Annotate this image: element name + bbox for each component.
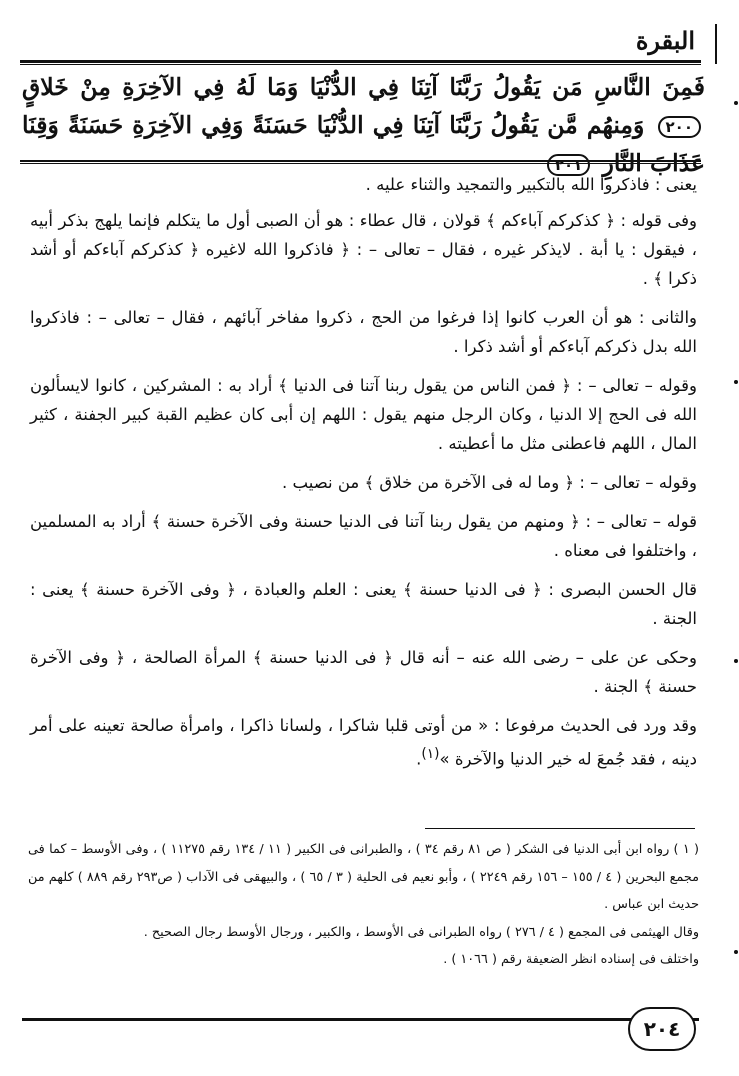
paragraph-end: . xyxy=(416,749,422,769)
header-ornament-bar xyxy=(715,24,717,64)
paragraph: وقوله – تعالى – : ﴿ فمن الناس من يقول ربنا آتنا فى الدنيا ﴾ أراد به : المشركين ، كانوا لايسألون الله فى الحج إلا الدنيا ، وكان الرجل منهم يقول : اللهم إن أبى كان عظيم القبة كبير الجفنة ، كثير المال ، اللهم فاعطنى مثل ما أعطيته . xyxy=(30,376,697,453)
ayah-number-marker: ٢٠١ xyxy=(547,154,590,176)
quran-verse-text-2: وَمِنهُم مَّن يَقُولُ رَبَّنَا آتِنَا فِي الدُّنْيَا حَسَنَةً وَفِي الآخِرَةِ حَسَنَةً وَقِنَا عَذَابَ النَّارِ xyxy=(22,111,705,177)
hadith-text: وقد ورد فى الحديث مرفوعا : « من أوتى قلبا شاكرا ، ولسانا ذاكرا ، وامرأة صالحة تعينه على أمر دينه ، فقد جُمعَ له خير الدنيا والآخرة » xyxy=(30,716,697,769)
ayah-number-marker: ٢٠٠ xyxy=(658,116,701,138)
page-number: ٢٠٤ xyxy=(628,1007,696,1051)
paragraph: يعنى : فاذكروا الله بالتكبير والتمجيد والثناء عليه . xyxy=(365,175,697,194)
paragraph: قوله – تعالى – : ﴿ ومنهم من يقول ربنا آتنا فى الدنيا حسنة وفى الآخرة حسنة ﴾ أراد به المسلمين ، واختلفوا فى معناه . xyxy=(30,512,697,560)
paragraph: وحكى عن على – رضى الله عنه – أنه قال ﴿ فى الدنيا حسنة ﴾ المرأة الصالحة ، ﴿ وفى الآخرة حسنة ﴾ الجنة . xyxy=(30,648,697,696)
header-rule-thin xyxy=(20,64,701,65)
paragraph: والثانى : هو أن العرب كانوا إذا فرغوا من الحج ، ذكروا مفاخر آبائهم ، فقال – تعالى – : فاذكروا الله بدل ذكركم آباءكم أو أشد ذكرا . xyxy=(30,308,697,356)
footnotes xyxy=(28,836,699,974)
margin-mark xyxy=(734,950,738,954)
quran-verse-block xyxy=(22,68,705,182)
margin-mark xyxy=(734,659,738,663)
footnote-ref: (١) xyxy=(421,746,440,762)
verse-separator-rule-thin xyxy=(20,163,701,164)
margin-mark xyxy=(734,101,738,105)
footnote: واختلف فى إسناده انظر الضعيفة رقم ( ١٠٦٦ ) . xyxy=(443,952,699,967)
paragraph xyxy=(30,711,697,774)
surah-title: البقرة xyxy=(635,26,695,55)
paragraph: قال الحسن البصرى : ﴿ فى الدنيا حسنة ﴾ يعنى : العلم والعبادة ، ﴿ وفى الآخرة حسنة ﴾ يعنى : الجنة . xyxy=(30,580,697,628)
verse-separator-rule xyxy=(20,160,701,162)
footer-rule xyxy=(22,1018,699,1021)
header-rule xyxy=(20,60,701,63)
quran-verse-text-1: فَمِنَ النَّاسِ مَن يَقُولُ رَبَّنَا آتِنَا فِي الدُّنْيَا وَمَا لَهُ فِي الآخِرَةِ مِنْ خَلاقٍ xyxy=(22,73,705,101)
footnote-rule xyxy=(425,828,695,829)
margin-mark xyxy=(734,380,738,384)
footnote: وقال الهيثمى فى المجمع ( ٤ / ٢٧٦ ) رواه الطبرانى فى الأوسط ، والكبير ، ورجال الأوسط رجال الصحيح . xyxy=(143,924,699,940)
paragraph: وقوله – تعالى – : ﴿ وما له فى الآخرة من خلاق ﴾ من نصيب . xyxy=(282,473,697,492)
paragraph: وفى قوله : ﴿ كذكركم آباءكم ﴾ قولان ، قال عطاء : هو أن الصبى أول ما يتكلم فإنما يلهج بذكر أبيه ، فيقول : يا أبة . لايذكر غيره ، فقال – تعالى – : ﴿ فاذكروا الله لاغيره ﴿ كذكركم آباءكم أو أشد ذكرا ﴾ . xyxy=(30,211,697,288)
footnote: ( ١ ) رواه ابن أبى الدنيا فى الشكر ( ص ٨١ رقم ٣٤ ) ، والطبرانى فى الكبير ( ١١ / ١٣٤ رقم ١١٢٧٥ ) ، وفى الأوسط – كما فى مجمع البحرين ( ٤ / ١٥٥ – ١٥٦ رقم ٢٢٤٩ ) ، وأبو نعيم فى الحلية ( ٣ / ٦٥ ) ، والبيهقى فى الآداب ( ص٢٩٣ رقم ٨٨٩ ) كلهم من حديث ابن عباس . xyxy=(28,842,700,912)
commentary-body xyxy=(30,170,697,784)
